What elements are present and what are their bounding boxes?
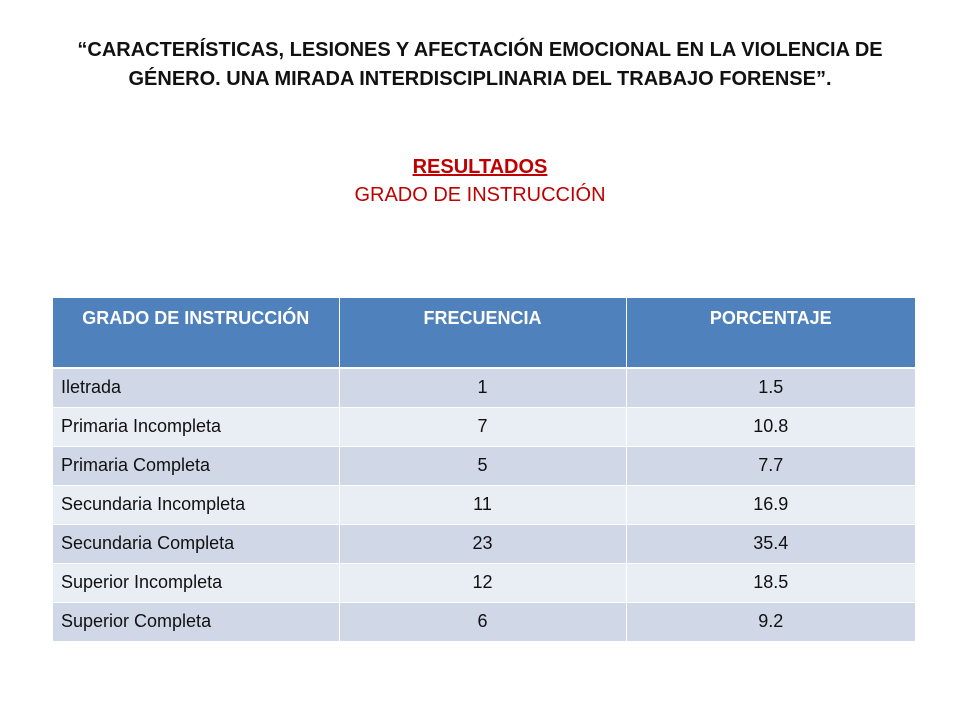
frequency-cell: 23 (339, 524, 626, 563)
header-percentage: PORCENTAJE (626, 298, 915, 368)
frequency-cell: 5 (339, 446, 626, 485)
header-frequency: FRECUENCIA (339, 298, 626, 368)
percentage-cell: 35.4 (626, 524, 915, 563)
percentage-cell: 10.8 (626, 407, 915, 446)
grade-cell: Secundaria Incompleta (53, 485, 339, 524)
instruction-table (53, 298, 915, 642)
frequency-cell: 7 (339, 407, 626, 446)
percentage-cell: 16.9 (626, 485, 915, 524)
slide-title: “CARACTERÍSTICAS, LESIONES Y AFECTACIÓN EMOCIONAL EN LA VIOLENCIA DE GÉNERO. UNA MIRADA INTERDISCIPLINARIA DEL TRABAJO FORENSE”. (77, 39, 883, 90)
percentage-cell: 1.5 (626, 368, 915, 407)
section-label: GRADO DE INSTRUCCIÓN (354, 184, 606, 206)
grade-cell: Superior Incompleta (53, 563, 339, 602)
results-heading (80, 153, 880, 209)
table-row (53, 368, 915, 407)
frequency-cell: 12 (339, 563, 626, 602)
frequency-cell: 11 (339, 485, 626, 524)
frequency-cell: 1 (339, 368, 626, 407)
frequency-cell: 6 (339, 602, 626, 641)
table-row (53, 524, 915, 563)
table-header-row (53, 298, 915, 368)
grade-cell: Primaria Incompleta (53, 407, 339, 446)
results-label: RESULTADOS (412, 156, 548, 178)
grade-cell: Iletrada (53, 368, 339, 407)
percentage-cell: 18.5 (626, 563, 915, 602)
grade-cell: Secundaria Completa (53, 524, 339, 563)
grade-cell: Superior Completa (53, 602, 339, 641)
header-grade: GRADO DE INSTRUCCIÓN (53, 298, 339, 368)
percentage-cell: 9.2 (626, 602, 915, 641)
percentage-cell: 7.7 (626, 446, 915, 485)
table-row (53, 563, 915, 602)
table-row (53, 602, 915, 641)
table-row (53, 485, 915, 524)
table-row (53, 446, 915, 485)
table-row (53, 407, 915, 446)
grade-cell: Primaria Completa (53, 446, 339, 485)
